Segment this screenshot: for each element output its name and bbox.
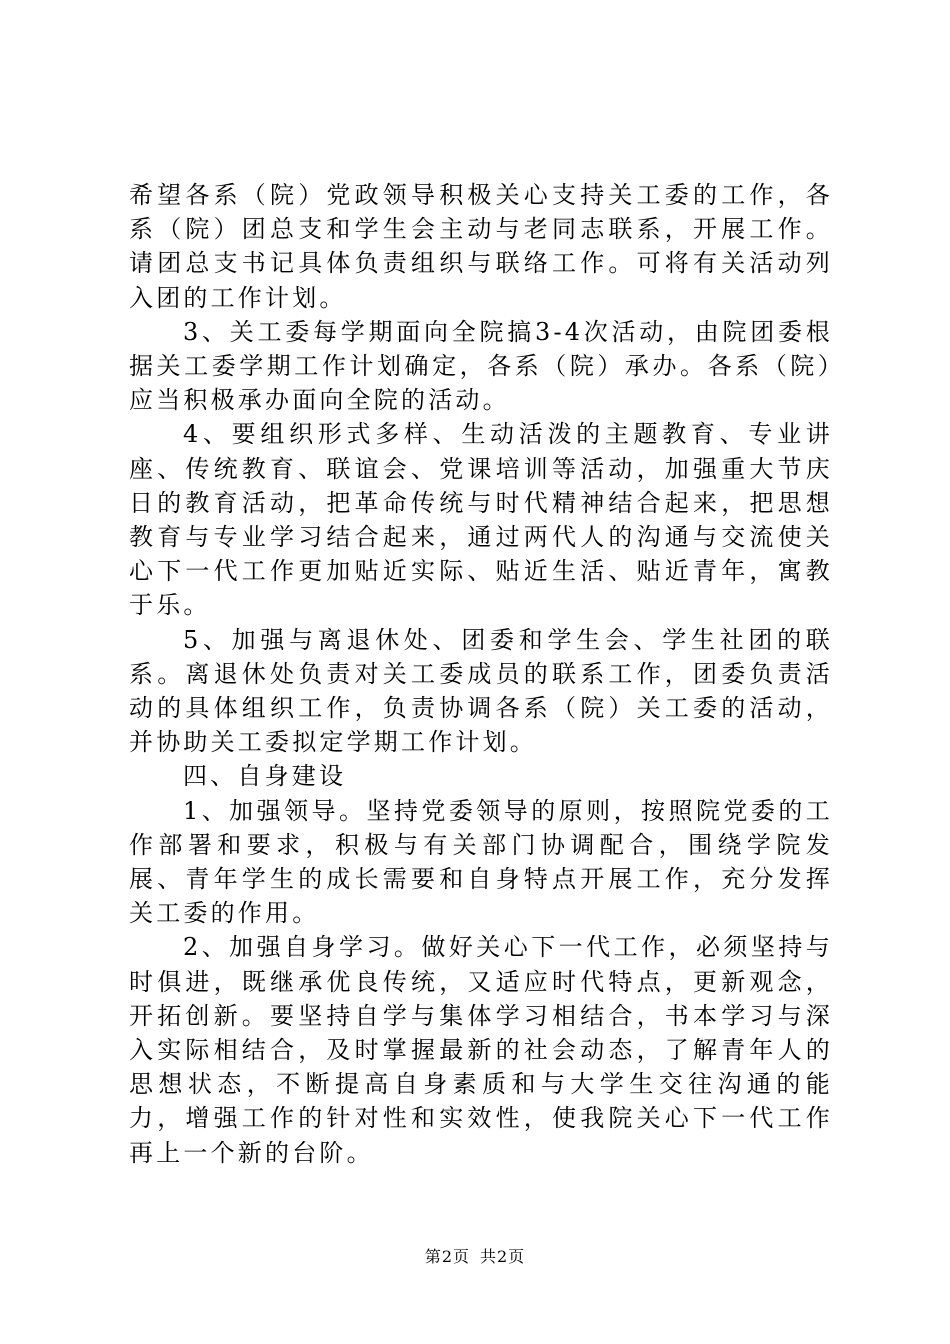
paragraph-continuation: 希望各系（院）党政领导积极关心支持关工委的工作，各系（院）团总支和学生会主动与老同志联系，开展工作。请团总支书记具体负责组织与联络工作。可将有关活动列入团的工作计划。 — [129, 181, 833, 312]
page-number: 第2页 — [424, 1247, 470, 1266]
paragraph-item-3: 3、关工委每学期面向全院搞3-4次活动，由院团委根据关工委学期工作计划确定，各系（院）承办。各系（院）应当积极承办面向全院的活动。 — [129, 317, 833, 415]
document-body — [129, 178, 833, 1170]
section-heading-self-building: 四、自身建设 — [183, 762, 347, 791]
page-footer — [0, 1244, 950, 1267]
paragraph-leadership: 1、加强领导。坚持党委领导的原则，按照院党委的工作部署和要求，积极与有关部门协调配合，围绕学院发展、青年学生的成长需要和自身特点开展工作，充分发挥关工委的作用。 — [129, 796, 833, 928]
paragraph-item-5: 5、加强与离退休处、团委和学生会、学生社团的联系。离退休处负责对关工委成员的联系工作，团委负责活动的具体组织工作，负责协调各系（院）关工委的活动，并协助关工委拟定学期工作计划。 — [129, 625, 833, 757]
paragraph-self-study: 2、加强自身学习。做好关心下一代工作，必须坚持与时俱进，既继承优良传统，又适应时代特点，更新观念，开拓创新。要坚持自学与集体学习相结合，书本学习与深入实际相结合，及时掌握最新的社会动态，了解青年人的思想状态，不断提高自身素质和与大学生交往沟通的能力，增强工作的针对性和实效性，使我院关心下一代工作再上一个新的台阶。 — [129, 933, 833, 1167]
page-total: 共2页 — [480, 1247, 526, 1266]
paragraph-item-4: 4、要组织形式多样、生动活泼的主题教育、专业讲座、传统教育、联谊会、党课培训等活动，加强重大节庆日的教育活动，把革命传统与时代精神结合起来，把思想教育与专业学习结合起来，通过两代人的沟通与交流使关心下一代工作更加贴近实际、贴近生活、贴近青年，寓教于乐。 — [129, 420, 833, 620]
